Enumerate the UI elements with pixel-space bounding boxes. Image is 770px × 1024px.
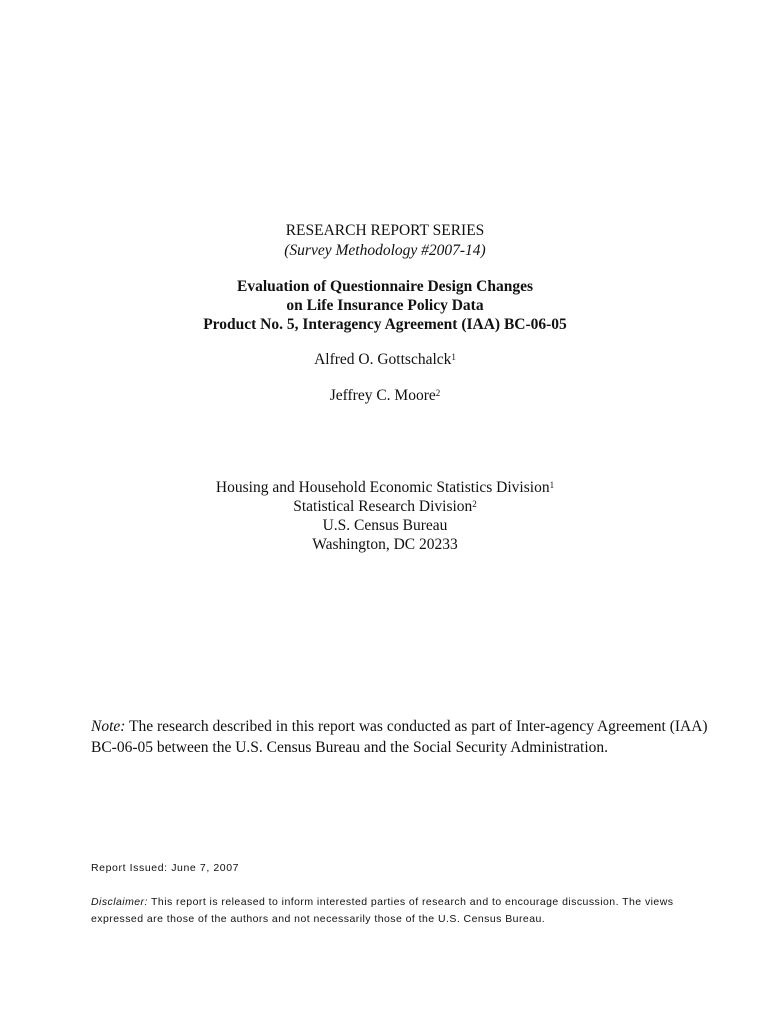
author-2 <box>0 386 770 406</box>
note-line-2: BC-06-05 between the U.S. Census Bureau and the Social Security Administration. <box>91 739 609 756</box>
author-footnote-marker: 2 <box>435 388 441 398</box>
report-title-line-1: Evaluation of Questionnaire Design Changes <box>237 278 533 295</box>
affiliation-text: Housing and Household Economic Statistics Division <box>215 479 550 496</box>
report-issued-date: Report Issued: June 7, 2007 <box>91 862 240 874</box>
report-series-heading: RESEARCH REPORT SERIES <box>285 222 485 239</box>
affiliation-footnote-marker: 2 <box>472 499 477 509</box>
author-1 <box>0 350 770 370</box>
affiliation-4 <box>0 535 770 555</box>
disclaimer <box>91 894 691 928</box>
author-name: Alfred O. Gottschalck <box>314 351 452 368</box>
note-lead: Note: <box>91 718 126 735</box>
affiliation-text: Washington, DC 20233 <box>312 536 458 553</box>
affiliation-2 <box>0 497 770 517</box>
affiliation-text: U.S. Census Bureau <box>322 517 448 534</box>
note-line-1 <box>91 716 708 737</box>
disclaimer-line-2: expressed are those of the authors and not necessarily those of the U.S. Census Bureau. <box>91 913 546 925</box>
affiliation-text: Statistical Research Division <box>293 498 473 515</box>
author-footnote-marker: 1 <box>451 352 456 362</box>
report-title-line-2: on Life Insurance Policy Data <box>286 297 484 314</box>
note-text-1: The research described in this report was conducted as part of Inter-agency Agreement (IAA) <box>125 718 708 735</box>
report-series-number: (Survey Methodology #2007-14) <box>284 242 486 259</box>
research-note <box>91 716 708 758</box>
disclaimer-lead: Disclaimer: <box>91 896 148 908</box>
disclaimer-text-1: This report is released to inform interested parties of research and to encourage discussion. The views <box>147 896 674 908</box>
author-name: Jeffrey C. Moore <box>329 387 436 404</box>
disclaimer-line-1 <box>91 894 691 911</box>
affiliation-3 <box>0 516 770 536</box>
affiliation-1 <box>0 478 770 498</box>
report-title-line-3: Product No. 5, Interagency Agreement (IAA) BC-06-05 <box>203 316 567 333</box>
affiliation-footnote-marker: 1 <box>549 480 555 490</box>
